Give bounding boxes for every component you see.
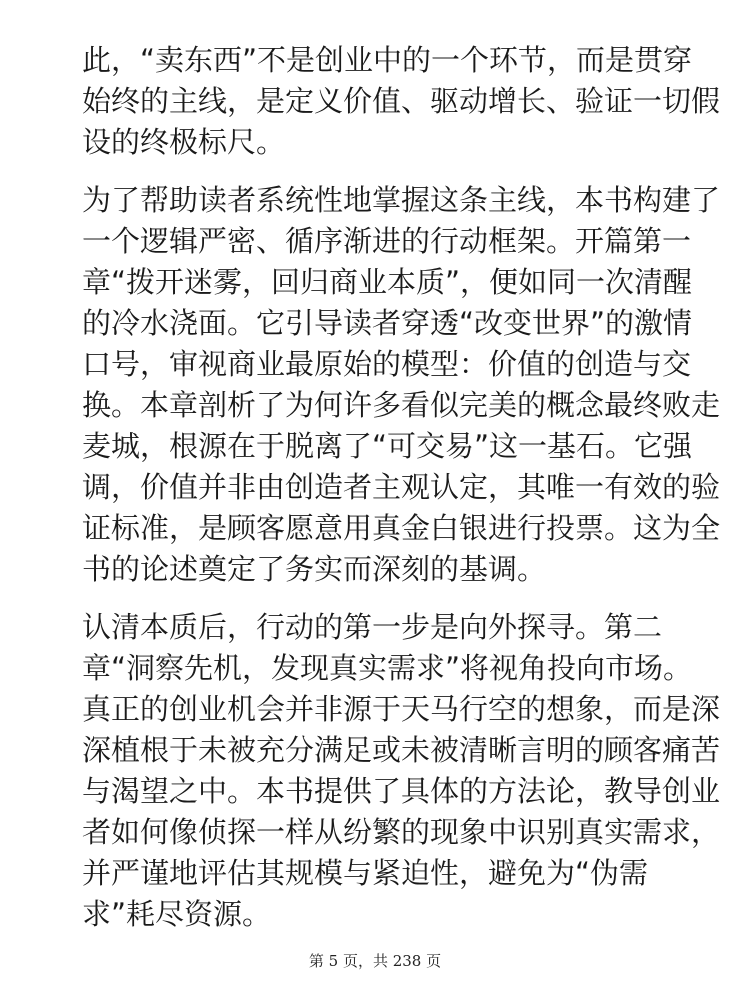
text-line: 章“洞察先机，发现真实需求”将视角投向市场。	[82, 651, 693, 685]
text-line: 口号，审视商业最原始的模型：价值的创造与交	[82, 347, 692, 381]
text-line: 始终的主线，是定义价值、驱动增长、验证一切假	[82, 84, 721, 118]
paragraph-2	[82, 180, 721, 590]
text-line: 调，价值并非由创造者主观认定，其唯一有效的验	[82, 470, 721, 504]
text-line: 麦城，根源在于脱离了“可交易”这一基石。它强	[82, 429, 693, 463]
text-line: 求”耗尽资源。	[82, 897, 272, 931]
text-line: 此，“卖东西”不是创业中的一个环节，而是贯穿	[82, 43, 693, 77]
text-line: 者如何像侦探一样从纷繁的现象中识别真实需求，	[82, 815, 721, 849]
text-line: 为了帮助读者系统性地掌握这条主线，本书构建了	[82, 183, 721, 217]
body-text	[82, 40, 721, 952]
text-line: 设的终极标尺。	[82, 125, 286, 159]
paragraph-3	[82, 607, 721, 935]
text-line: 一个逻辑严密、循序渐进的行动框架。开篇第一	[82, 224, 692, 258]
text-line: 真正的创业机会并非源于天马行空的想象，而是深	[82, 692, 721, 726]
text-line: 章“拨开迷雾，回归商业本质”，便如同一次清醒	[82, 265, 693, 299]
text-line: 并严谨地评估其规模与紧迫性，避免为“伪需	[82, 856, 649, 890]
page-number: 第 5 页，共 238 页	[308, 952, 442, 970]
text-line: 换。本章剖析了为何许多看似完美的概念最终败走	[82, 388, 721, 422]
text-line: 证标准，是顾客愿意用真金白银进行投票。这为全	[82, 511, 721, 545]
text-line: 深植根于未被充分满足或未被清晰言明的顾客痛苦	[82, 733, 721, 767]
paragraph-1	[82, 40, 721, 163]
text-line: 认清本质后，行动的第一步是向外探寻。第二	[82, 610, 663, 644]
text-line: 书的论述奠定了务实而深刻的基调。	[82, 552, 547, 586]
text-line: 与渴望之中。本书提供了具体的方法论，教导创业	[82, 774, 721, 808]
text-line: 的冷水浇面。它引导读者穿透“改变世界”的激情	[82, 306, 693, 340]
